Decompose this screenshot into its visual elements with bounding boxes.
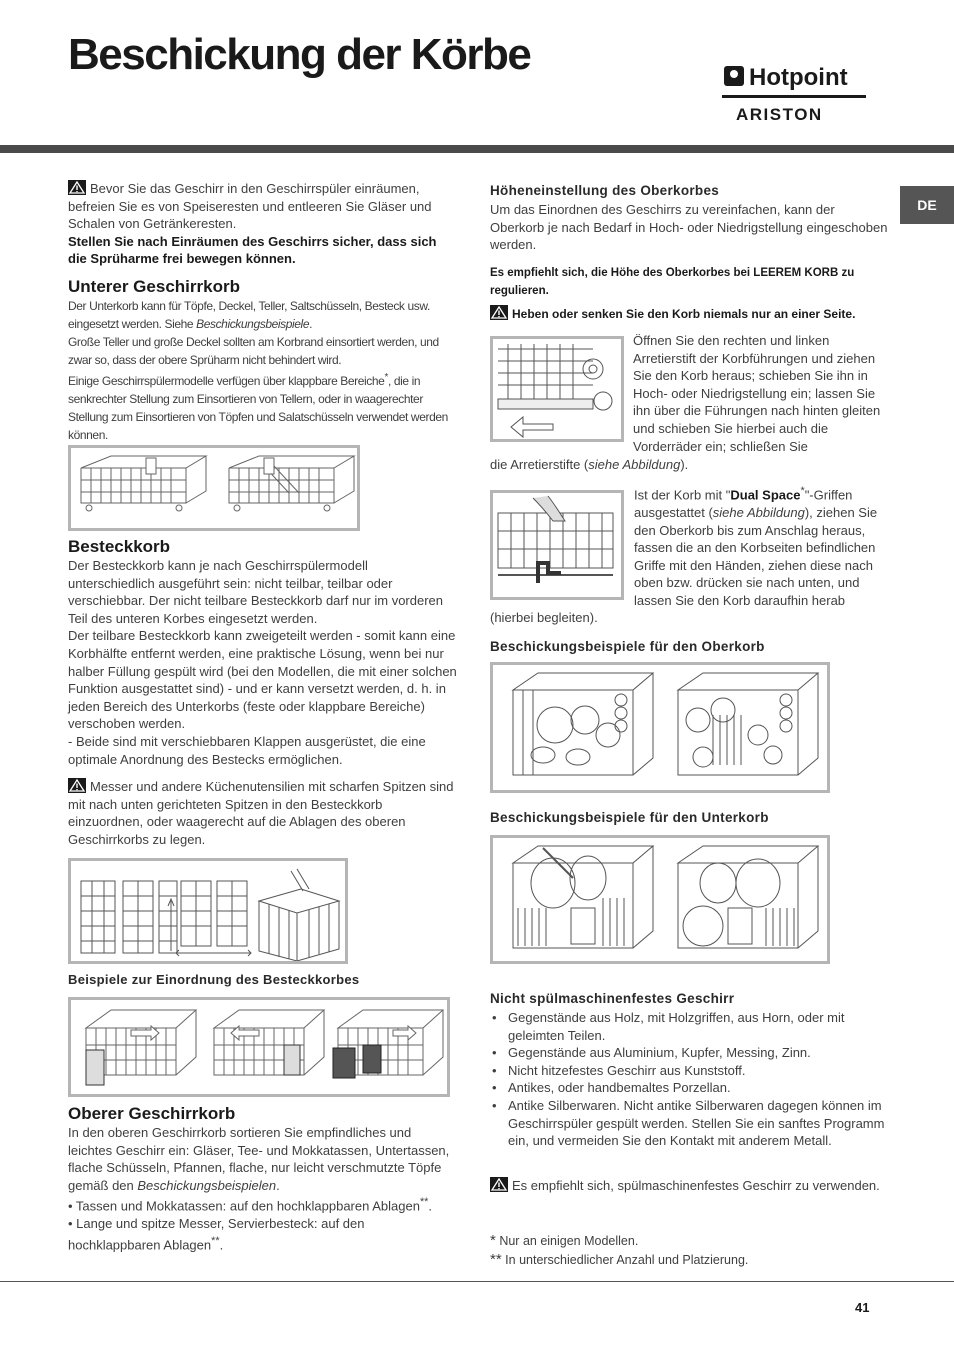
intro-block	[68, 180, 453, 268]
list-item: • Antikes, oder handbemaltes Porzellan.	[490, 1079, 890, 1097]
oberer-text: In den oberen Geschirrkorb sortieren Sie empfindliches und leichtes Geschirr ein: Gläser, Tee- und Mokkatassen, Untertassen, flache Schüsseln, Pfannen, flache, nur leicht verschmutzte Töpfe gemäß den Beschickungsbeispielen. • Tassen und Mokkatassen: auf den hochklappbaren Ablagen**. • Lange und spitze Messer, Servierbesteck: auf den hochklappbaren Ablagen**.	[68, 1125, 450, 1253]
arretierstift-illustration	[490, 336, 624, 442]
warning-icon	[490, 1177, 508, 1192]
cutlery-basket-4	[259, 869, 339, 961]
language-tab: DE	[900, 186, 954, 224]
arrow-left-icon	[511, 417, 553, 437]
arrow-up-icon	[168, 899, 174, 951]
upper-basket-example-1	[513, 673, 653, 775]
unterer-text: Der Unterkorb kann für Töpfe, Deckel, Teller, Saltschüsseln, Besteck usw. eingesetzt werden. Siehe Beschickungsbeispiele. Große Teller und große Deckel sollten am Korbrand einsortiert werden, und zwar so, dass der obere Sprüharm nicht behindert wird. Einige Geschirrspülermodelle verfügen über klappbare Bereiche*, die in senkrechter Stellung zum Einsortieren von Tellern, oder in waagerechter Stellung zum Einsortieren von Töpfen und Salatschüsseln verwendet werden können.	[68, 299, 448, 442]
warning-icon	[68, 180, 86, 195]
cutlery-basket-3	[176, 881, 251, 956]
besteck-heading: Besteckkorb	[68, 537, 171, 556]
page-title: Beschickung der Körbe	[68, 30, 531, 79]
hoehe-text: Um das Einordnen des Geschirrs zu vereinfachen, kann der Oberkorb je nach Bedarf in Hoch- oder Niedrigstellung eingeschoben werden.	[490, 202, 888, 253]
lower-basket-example-1	[513, 846, 653, 948]
intro-text: Bevor Sie das Geschirr in den Geschirrspüler einräumen, befreien Sie es von Speiseresten und entleeren Sie Gläser und Schalen von Getränkeresten.	[68, 181, 432, 232]
unterkorb-beispiel-illustration	[490, 835, 830, 964]
hand-drawing	[533, 496, 565, 521]
besteck-text: Der Besteckkorb kann je nach Geschirrspülermodell unterschiedlich ausgeführt sein: nicht teilbar, teilbar oder verschiebbar. Der nicht teilbare Besteckkorb darf nur im vorderen Teil des unteren Korbes eingesetzt werden. Der teilbare Besteckkorb kann zweigeteilt werden - somit kann eine Korbhälfte entfernt werden, eine praktische Lösung, wenn bei nur halber Füllung gespült wird (bei den Modellen, die mit einer solchen Funktion ausgestattet sind) - und er kann versetzt werden, d. h. in jeden Bereich des Unterkorbs (feste oder klappbare Bereiche) verschoben werden. - Beide sind mit verschiebbaren Klappen ausgerüstet, die eine optimale Anordnung des Bestecks ermöglichen.	[68, 558, 457, 767]
nicht-list-block	[490, 1009, 890, 1150]
hoehe-warning: Heben oder senken Sie den Korb niemals nur an einer Seite.	[490, 305, 900, 324]
list-item: • Gegenstände aus Aluminium, Kupfer, Messing, Zinn.	[490, 1044, 890, 1062]
intro-bold: Stellen Sie nach Einräumen des Geschirrs sicher, dass sich die Sprüharme frei bewegen können.	[68, 233, 437, 267]
brand-logo	[722, 62, 868, 124]
basket-position-2	[214, 1010, 324, 1075]
beisp-oberkorb-heading: Beschickungsbeispiele für den Oberkorb	[490, 639, 765, 654]
cutlery-basket-2	[123, 881, 177, 953]
dual-space-cont: (hierbei begleiten).	[490, 610, 598, 625]
lower-basket-example-2	[678, 846, 818, 948]
footnote-1: * Nur an einigen Modellen.	[490, 1232, 639, 1249]
hoehe-heading: Höheneinstellung des Oberkorbes	[490, 183, 720, 198]
upper-basket-example-2	[678, 673, 818, 775]
logo-line1: Hotpoint	[749, 64, 848, 91]
arrow-horizontal-icon	[176, 950, 251, 956]
beisp-unterkorb-heading: Beschickungsbeispiele für den Unterkorb	[490, 810, 769, 825]
dual-space-text: Ist der Korb mit "Dual Space*"-Griffen ausgestattet (siehe Abbildung), ziehen Sie den Oberkorb bis zum Anschlag heraus, fassen die an den Korbseiten befindlichen Griffe mit den Händen, ziehen diese nach oben bzw. drücken sie nach unten, und lassen Sie den Korb daraufhin herab	[634, 485, 878, 608]
list-item: • Antike Silberwaren. Nicht antike Silberwaren dagegen können im Geschirrspüler gespült werden. Stellen Sie ein sanftes Programm ein, und vermeiden Sie den Kontakt mit anderem Metall.	[490, 1097, 890, 1150]
messer-warning: Messer und andere Küchenutensilien mit scharfen Spitzen sind mit nach unten gerichteten Spitzen in den Besteckkorb einzuordnen, oder waagerecht auf die Ablagen des oberen Geschirrkorbs zu legen.	[68, 779, 454, 847]
dual-space-illustration	[490, 490, 624, 600]
besteckkorb-illustration	[68, 858, 348, 964]
oeffnen-text: Öffnen Sie den rechten und linken Arretierstift der Korbführungen und ziehen Sie den Korb heraus; schieben Sie ihn in Hoch- oder Niedrigstellung ein; lassen Sie ihn über die Führungen nach hinten gleiten und schieben Sie hierbei auch die Vorderräder ein; schließen Sie	[633, 333, 881, 454]
unterkorb-illustration	[68, 445, 360, 531]
footnotes	[490, 1232, 890, 1269]
footer-rule	[0, 1281, 954, 1282]
besteckkorb-position-illustration	[68, 997, 450, 1097]
basket-position-1	[86, 1010, 196, 1085]
footnote-2: ** In unterschiedlicher Anzahl und Platzierung.	[490, 1250, 749, 1268]
unterer-heading: Unterer Geschirrkorb	[68, 277, 240, 296]
list-item: • Gegenstände aus Holz, mit Holzgriffen, aus Horn, oder mit geleimten Teilen.	[490, 1009, 890, 1044]
nicht-list	[490, 1009, 890, 1150]
nicht-heading: Nicht spülmaschinenfestes Geschirr	[490, 991, 735, 1006]
empfiehlt-warning: Es empfiehlt sich, spülmaschinenfestes Geschirr zu verwenden.	[490, 1177, 890, 1195]
cutlery-basket-1	[81, 881, 115, 953]
hoehe-bold: Es empfiehlt sich, die Höhe des Oberkorbes bei LEEREM KORB zu regulieren.	[490, 267, 855, 297]
oberer-heading: Oberer Geschirrkorb	[68, 1104, 236, 1123]
list-item: • Nicht hitzefestes Geschirr aus Kunststoff.	[490, 1062, 890, 1080]
basket-position-3	[333, 1010, 443, 1078]
oeffnen-cont: die Arretierstifte (siehe Abbildung).	[490, 457, 689, 472]
warning-icon	[490, 305, 508, 320]
page-number: 41	[855, 1300, 870, 1315]
warning-icon	[68, 778, 86, 793]
basket-drawing-left	[81, 456, 206, 511]
arrow-up-icon	[538, 563, 561, 583]
beispiele-caption: Beispiele zur Einordnung des Besteckkorbes	[68, 972, 360, 987]
hand-drawing	[291, 869, 309, 891]
logo-line2: ARISTON	[736, 105, 823, 124]
header-rule	[0, 145, 954, 153]
oberkorb-beispiel-illustration	[490, 662, 830, 793]
basket-drawing-right	[229, 456, 354, 511]
